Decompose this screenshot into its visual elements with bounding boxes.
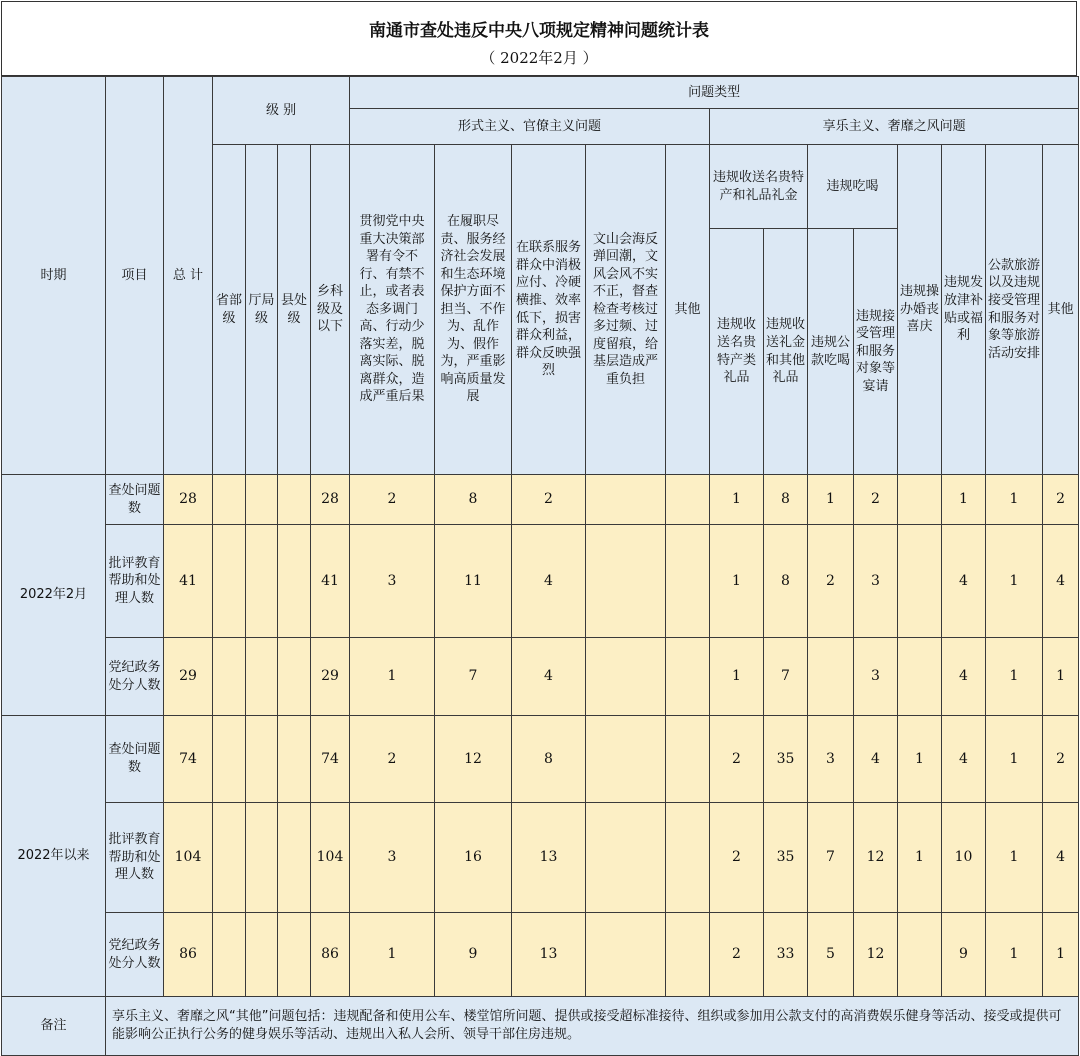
level-county-cell bbox=[278, 525, 311, 638]
formalism-col-3-cell: 2 bbox=[512, 475, 586, 525]
level-bureau-cell bbox=[246, 475, 278, 525]
dining-public-cell: 5 bbox=[808, 913, 854, 997]
gift-group-header: 违规收送名贵特产和礼品礼金 bbox=[710, 145, 808, 229]
formalism-other-header: 其他 bbox=[666, 145, 710, 475]
hedonism-other-header: 其他 bbox=[1043, 145, 1079, 475]
gift-specialty-cell: 2 bbox=[710, 913, 764, 997]
formalism-col-3-cell: 8 bbox=[512, 716, 586, 803]
wedding-funeral-cell bbox=[898, 638, 942, 716]
dining-banquet-header: 违规接受管理和服务对象等宴请 bbox=[854, 229, 898, 475]
level-county-cell bbox=[278, 803, 311, 913]
level-county-cell bbox=[278, 716, 311, 803]
level-provincial-cell bbox=[213, 638, 246, 716]
travel-cell: 1 bbox=[986, 803, 1043, 913]
gift-money-cell: 8 bbox=[764, 475, 808, 525]
travel-cell: 1 bbox=[986, 716, 1043, 803]
dining-public-cell: 2 bbox=[808, 525, 854, 638]
dining-public-cell: 7 bbox=[808, 803, 854, 913]
total-cell: 104 bbox=[164, 803, 213, 913]
total-cell: 86 bbox=[164, 913, 213, 997]
formalism-other-cell bbox=[666, 638, 710, 716]
row-item-label: 党纪政务处分人数 bbox=[106, 913, 164, 997]
total-cell: 74 bbox=[164, 716, 213, 803]
hedonism-other-cell: 2 bbox=[1043, 716, 1079, 803]
table-row bbox=[2, 525, 1079, 638]
level-header: 级 别 bbox=[213, 77, 350, 145]
hedonism-other-cell: 4 bbox=[1043, 525, 1079, 638]
level-township-header: 乡科级及以下 bbox=[311, 145, 350, 475]
formalism-other-cell bbox=[666, 525, 710, 638]
row-item-label: 查处问题数 bbox=[106, 475, 164, 525]
total-cell: 29 bbox=[164, 638, 213, 716]
formalism-col-2-cell: 16 bbox=[435, 803, 512, 913]
formalism-col-4-cell bbox=[586, 475, 666, 525]
gift-money-cell: 33 bbox=[764, 913, 808, 997]
formalism-col-1-cell: 2 bbox=[350, 475, 435, 525]
hedonism-other-cell: 2 bbox=[1043, 475, 1079, 525]
dining-banquet-cell: 12 bbox=[854, 803, 898, 913]
allowance-cell: 10 bbox=[942, 803, 986, 913]
formalism-col-2-cell: 7 bbox=[435, 638, 512, 716]
gift-money-cell: 8 bbox=[764, 525, 808, 638]
formalism-other-cell bbox=[666, 475, 710, 525]
level-bureau-cell bbox=[246, 638, 278, 716]
period-label: 2022年2月 bbox=[2, 475, 106, 716]
level-bureau-cell bbox=[246, 913, 278, 997]
allowance-cell: 4 bbox=[942, 716, 986, 803]
table-title: 南通市查处违反中央八项规定精神问题统计表 bbox=[369, 21, 709, 41]
level-county-cell bbox=[278, 475, 311, 525]
level-county-header: 县处级 bbox=[278, 145, 311, 475]
header-row-1 bbox=[2, 77, 1079, 109]
formalism-col-4-header: 文山会海反弹回潮，文风会风不实不正，督查检查考核过多过频、过度留痕，给基层造成严重负担 bbox=[586, 145, 666, 475]
formalism-col-2-cell: 9 bbox=[435, 913, 512, 997]
formalism-col-1-cell: 2 bbox=[350, 716, 435, 803]
problem-type-header: 问题类型 bbox=[350, 77, 1079, 109]
dining-banquet-cell: 3 bbox=[854, 525, 898, 638]
note-text: 享乐主义、奢靡之风“其他”问题包括：违规配备和使用公车、楼堂馆所问题、提供或接受超标准接待、组织或参加用公款支付的高消费娱乐健身等活动、接受或提供可能影响公正执行公务的健身娱乐等活动、违规出入私人会所、领导干部住房违规。 bbox=[106, 997, 1079, 1056]
row-item-label: 批评教育帮助和处理人数 bbox=[106, 803, 164, 913]
level-provincial-header: 省部级 bbox=[213, 145, 246, 475]
statistics-table bbox=[1, 76, 1079, 1056]
formalism-col-4-cell bbox=[586, 638, 666, 716]
row-item-label: 批评教育帮助和处理人数 bbox=[106, 525, 164, 638]
hedonism-other-cell: 1 bbox=[1043, 638, 1079, 716]
table-row bbox=[2, 913, 1079, 997]
formalism-other-cell bbox=[666, 803, 710, 913]
gift-specialty-cell: 1 bbox=[710, 475, 764, 525]
formalism-group-header: 形式主义、官僚主义问题 bbox=[350, 109, 710, 145]
formalism-other-cell bbox=[666, 913, 710, 997]
dining-public-cell bbox=[808, 638, 854, 716]
formalism-col-1-header: 贯彻党中央重大决策部署有令不行、有禁不止，或者表态多调门高、行动少落实差，脱离实际、脱离群众，造成严重后果 bbox=[350, 145, 435, 475]
travel-cell: 1 bbox=[986, 475, 1043, 525]
formalism-col-4-cell bbox=[586, 913, 666, 997]
note-label: 备注 bbox=[2, 997, 106, 1056]
hedonism-other-cell: 1 bbox=[1043, 913, 1079, 997]
table-row bbox=[2, 803, 1079, 913]
level-provincial-cell bbox=[213, 475, 246, 525]
level-township-cell: 104 bbox=[311, 803, 350, 913]
period-header: 时期 bbox=[2, 77, 106, 475]
table-row bbox=[2, 716, 1079, 803]
allowance-cell: 1 bbox=[942, 475, 986, 525]
period-label: 2022年以来 bbox=[2, 716, 106, 997]
level-county-cell bbox=[278, 913, 311, 997]
travel-cell: 1 bbox=[986, 638, 1043, 716]
formalism-col-2-cell: 8 bbox=[435, 475, 512, 525]
level-township-cell: 74 bbox=[311, 716, 350, 803]
hedonism-other-cell: 4 bbox=[1043, 803, 1079, 913]
note-row bbox=[2, 997, 1079, 1056]
hedonism-group-header: 享乐主义、奢靡之风问题 bbox=[710, 109, 1079, 145]
dining-banquet-cell: 3 bbox=[854, 638, 898, 716]
formalism-col-1-cell: 3 bbox=[350, 803, 435, 913]
travel-cell: 1 bbox=[986, 913, 1043, 997]
wedding-funeral-cell bbox=[898, 525, 942, 638]
wedding-funeral-cell: 1 bbox=[898, 803, 942, 913]
formalism-col-1-cell: 1 bbox=[350, 638, 435, 716]
row-item-label: 查处问题数 bbox=[106, 716, 164, 803]
dining-public-header: 违规公款吃喝 bbox=[808, 229, 854, 475]
allowance-cell: 4 bbox=[942, 638, 986, 716]
formalism-col-4-cell bbox=[586, 803, 666, 913]
level-bureau-cell bbox=[246, 803, 278, 913]
table-row bbox=[2, 638, 1079, 716]
gift-specialty-cell: 2 bbox=[710, 716, 764, 803]
formalism-col-3-header: 在联系服务群众中消极应付、冷硬横推、效率低下，损害群众利益，群众反映强烈 bbox=[512, 145, 586, 475]
formalism-col-3-cell: 13 bbox=[512, 803, 586, 913]
row-item-label: 党纪政务处分人数 bbox=[106, 638, 164, 716]
formalism-col-1-cell: 1 bbox=[350, 913, 435, 997]
gift-money-cell: 7 bbox=[764, 638, 808, 716]
dining-banquet-cell: 12 bbox=[854, 913, 898, 997]
formalism-col-2-cell: 12 bbox=[435, 716, 512, 803]
travel-cell: 1 bbox=[986, 525, 1043, 638]
table-row bbox=[2, 475, 1079, 525]
formalism-other-cell bbox=[666, 716, 710, 803]
dining-group-header: 违规吃喝 bbox=[808, 145, 898, 229]
allowance-cell: 4 bbox=[942, 525, 986, 638]
dining-banquet-cell: 2 bbox=[854, 475, 898, 525]
gift-specialty-cell: 2 bbox=[710, 803, 764, 913]
table-subtitle: （ 2022年2月 ） bbox=[480, 49, 598, 67]
formalism-col-4-cell bbox=[586, 716, 666, 803]
dining-public-cell: 3 bbox=[808, 716, 854, 803]
total-cell: 28 bbox=[164, 475, 213, 525]
title-block bbox=[1, 1, 1077, 76]
wedding-funeral-cell bbox=[898, 913, 942, 997]
formalism-col-2-cell: 11 bbox=[435, 525, 512, 638]
level-township-cell: 41 bbox=[311, 525, 350, 638]
level-provincial-cell bbox=[213, 913, 246, 997]
formalism-col-3-cell: 4 bbox=[512, 525, 586, 638]
gift-specialty-cell: 1 bbox=[710, 525, 764, 638]
level-bureau-cell bbox=[246, 716, 278, 803]
total-cell: 41 bbox=[164, 525, 213, 638]
gift-money-header: 违规收送礼金和其他礼品 bbox=[764, 229, 808, 475]
gift-money-cell: 35 bbox=[764, 716, 808, 803]
item-header: 项目 bbox=[106, 77, 164, 475]
total-header: 总 计 bbox=[164, 77, 213, 475]
level-provincial-cell bbox=[213, 803, 246, 913]
allowance-cell: 9 bbox=[942, 913, 986, 997]
level-bureau-header: 厅局级 bbox=[246, 145, 278, 475]
level-township-cell: 86 bbox=[311, 913, 350, 997]
level-township-cell: 28 bbox=[311, 475, 350, 525]
level-provincial-cell bbox=[213, 525, 246, 638]
formalism-col-4-cell bbox=[586, 525, 666, 638]
gift-specialty-cell: 1 bbox=[710, 638, 764, 716]
formalism-col-1-cell: 3 bbox=[350, 525, 435, 638]
level-township-cell: 29 bbox=[311, 638, 350, 716]
dining-public-cell: 1 bbox=[808, 475, 854, 525]
level-provincial-cell bbox=[213, 716, 246, 803]
formalism-col-3-cell: 13 bbox=[512, 913, 586, 997]
wedding-funeral-header: 违规操办婚丧喜庆 bbox=[898, 145, 942, 475]
wedding-funeral-cell: 1 bbox=[898, 716, 942, 803]
allowance-header: 违规发放津补贴或福利 bbox=[942, 145, 986, 475]
gift-specialty-header: 违规收送名贵特产类礼品 bbox=[710, 229, 764, 475]
wedding-funeral-cell bbox=[898, 475, 942, 525]
formalism-col-2-header: 在履职尽责、服务经济社会发展和生态环境保护方面不担当、不作为、乱作为、假作为，严重影响高质量发展 bbox=[435, 145, 512, 475]
level-county-cell bbox=[278, 638, 311, 716]
level-bureau-cell bbox=[246, 525, 278, 638]
formalism-col-3-cell: 4 bbox=[512, 638, 586, 716]
gift-money-cell: 35 bbox=[764, 803, 808, 913]
travel-header: 公款旅游以及违规接受管理和服务对象等旅游活动安排 bbox=[986, 145, 1043, 475]
dining-banquet-cell: 4 bbox=[854, 716, 898, 803]
